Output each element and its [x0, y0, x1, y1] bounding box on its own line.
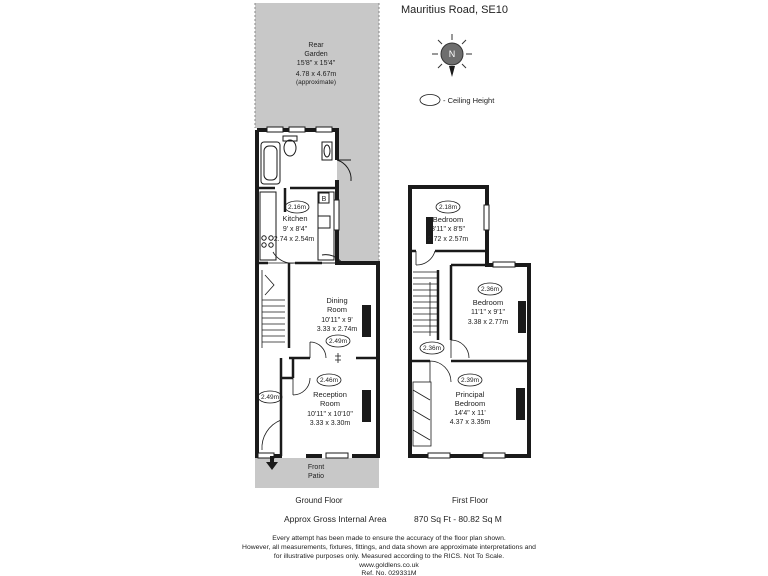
- dining-imperial: 10'11" x 9': [321, 317, 353, 324]
- disclaimer-line-2: However, all measurements, fixtures, fittings, and data shown are approximate interpretations and: [242, 544, 536, 551]
- front-patio-2: Patio: [308, 473, 324, 480]
- disclaimer-line-1: Every attempt has been made to ensure the accuracy of the floor plan shown.: [272, 535, 506, 542]
- kitchen-name: Kitchen: [282, 214, 308, 223]
- garden-name-1: Rear: [308, 42, 324, 49]
- bedroom-rear-metric: 2.72 x 2.57m: [427, 236, 469, 243]
- reception-ceiling: 2.46m: [319, 377, 339, 384]
- legend-label: - Ceiling Height: [443, 96, 495, 105]
- ground-floor-label: Ground Floor: [295, 496, 343, 505]
- principal-name-1: Principal: [455, 390, 485, 399]
- dining-metric: 3.33 x 2.74m: [316, 326, 358, 333]
- principal-metric: 4.37 x 3.35m: [449, 419, 491, 426]
- principal-ceiling: 2.39m: [460, 377, 480, 384]
- dining-name-1: Dining: [326, 296, 348, 305]
- kitchen-imperial: 9' x 8'4": [282, 226, 308, 233]
- first-floor-label: First Floor: [452, 496, 488, 505]
- compass-letter: N: [448, 49, 456, 59]
- bath-icon: [261, 142, 280, 184]
- reference-number: Ref. No. 029331M: [361, 570, 417, 576]
- compass-icon: [432, 34, 472, 77]
- principal-name-2: Bedroom: [454, 399, 486, 408]
- area-value: 870 Sq Ft - 80.82 Sq M: [414, 514, 502, 524]
- bedroom-rear-name: Bedroom: [432, 215, 464, 224]
- bedroom-mid-ceiling: 2.36m: [480, 286, 500, 293]
- disclaimer-line-3: for illustrative purposes only. Measured according to the RICS. Not To Scale.: [273, 553, 505, 560]
- bedroom-rear-imperial: 8'11" x 8'5": [431, 226, 465, 233]
- principal-imperial: 14'4" x 11': [454, 410, 486, 417]
- area-label: Approx Gross Internal Area: [284, 514, 387, 524]
- ground-stairs: [262, 270, 285, 348]
- kitchen-metric: 2.74 x 2.54m: [273, 236, 315, 243]
- website-text: www.goldlens.co.uk: [359, 562, 419, 569]
- garden-note: (approximate): [295, 79, 337, 86]
- toilet-icon: [283, 136, 297, 156]
- address-title: Mauritius Road, SE10: [401, 4, 508, 16]
- hall-ceiling: 2.49m: [260, 394, 280, 401]
- kitchen-ceiling: 2.16m: [287, 204, 307, 211]
- ceiling-height-legend-icon: [420, 95, 440, 106]
- bedroom-mid-metric: 3.38 x 2.77m: [467, 319, 509, 326]
- reception-imperial: 10'11" x 10'10": [307, 411, 353, 418]
- bedroom-mid-name: Bedroom: [472, 298, 504, 307]
- garden-metric: 4.78 x 4.67m: [295, 71, 337, 78]
- wardrobes: [413, 382, 431, 446]
- reception-metric: 3.33 x 3.30m: [309, 420, 351, 427]
- dining-name-2: Room: [326, 305, 348, 314]
- front-patio-1: Front: [307, 464, 325, 471]
- dining-ceiling: 2.49m: [328, 338, 348, 345]
- first-floor-stairs: [413, 272, 438, 336]
- basin-icon: [322, 142, 332, 160]
- reception-name-1: Reception: [313, 390, 347, 399]
- landing-ceiling: 2.36m: [422, 345, 442, 352]
- garden-imperial: 15'8" x 15'4": [296, 60, 336, 67]
- boiler-label: B: [321, 196, 327, 203]
- bedroom-mid-imperial: 11'1" x 9'1": [471, 309, 505, 316]
- garden-side-strip: [337, 128, 379, 263]
- bedroom-rear-ceiling: 2.18m: [438, 204, 458, 211]
- reception-name-2: Room: [319, 399, 341, 408]
- garden-name-2: Garden: [304, 51, 328, 58]
